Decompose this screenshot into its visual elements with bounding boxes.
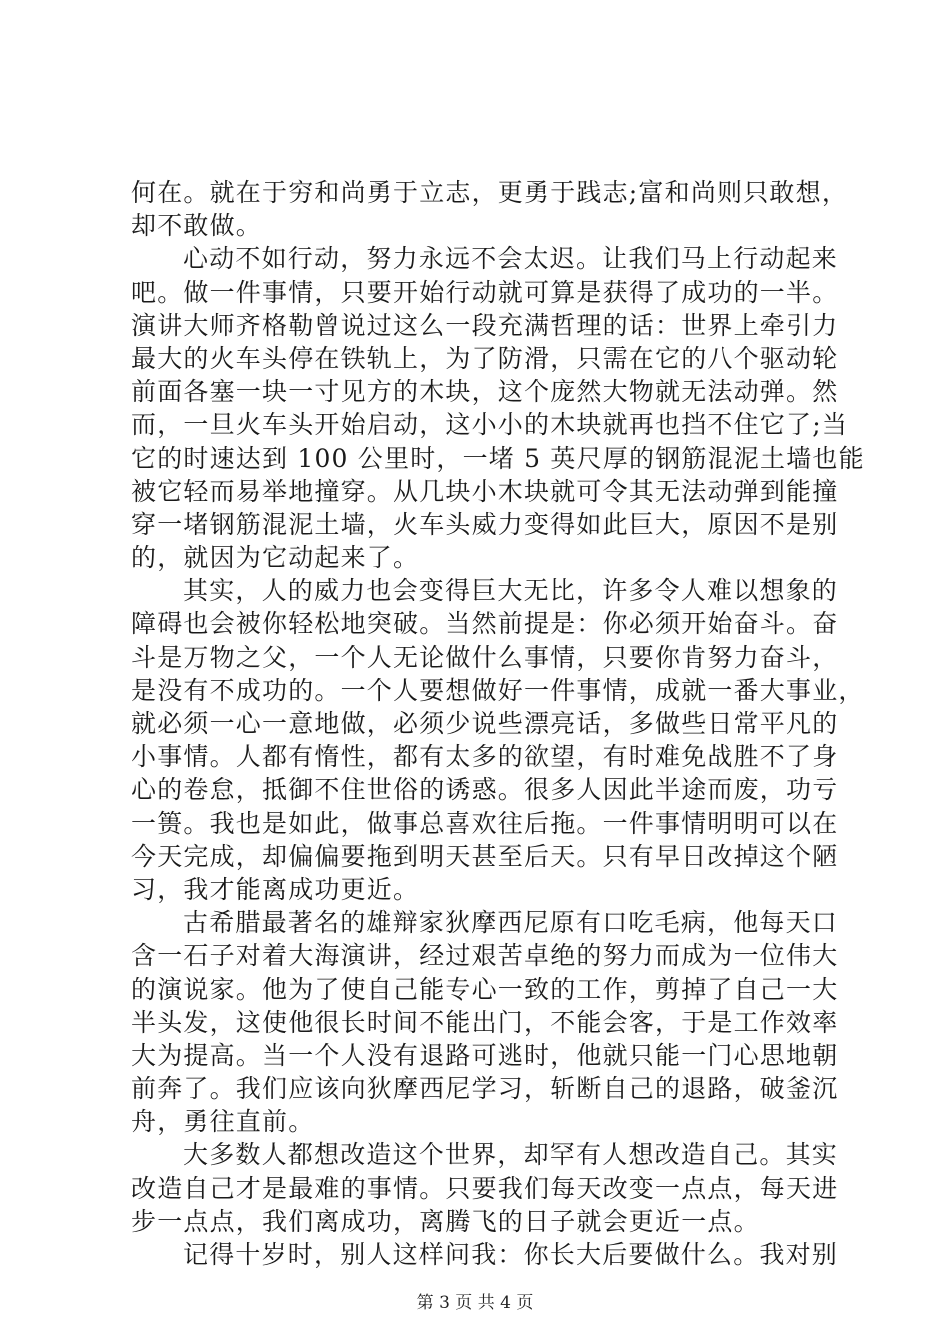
page-number: 第 3 页 共 4 页 — [416, 1293, 534, 1313]
text-line: 大为提高。当一个人没有退路可逃时，他就只能一门心思地朝 — [131, 1040, 839, 1070]
text-line: 演讲大师齐格勒曾说过这么一段充满哲理的话：世界上牵引力 — [131, 310, 839, 340]
text-line: 含一石子对着大海演讲，经过艰苦卓绝的努力而成为一位伟大 — [131, 941, 839, 971]
text-line: 被它轻而易举地撞穿。从几块小木块就可令其无法动弹到能撞 — [131, 476, 839, 506]
body-text — [131, 176, 865, 1271]
text-line: 何在。就在于穷和尚勇于立志，更勇于践志;富和尚则只敢想， — [131, 178, 849, 207]
text-line: 前奔了。我们应该向狄摩西尼学习，斩断自己的退路，破釜沉 — [131, 1074, 839, 1104]
text-line: 最大的火车头停在铁轨上，为了防滑，只需在它的八个驱动轮 — [131, 343, 839, 373]
text-line: 是没有不成功的。一个人要想做好一件事情，成就一番大事业， — [131, 675, 865, 705]
text-line: 而，一旦火车头开始启动，这小小的木块就再也挡不住它了;当 — [131, 410, 849, 440]
paragraph-start-line: 古希腊最著名的雄辩家狄摩西尼原有口吃毛病，他每天口 — [183, 908, 839, 938]
text-line: 一篑。我也是如此，做事总喜欢往后拖。一件事情明明可以在 — [131, 808, 839, 838]
text-line: 今天完成，却偏偏要拖到明天甚至后天。只有早日改掉这个陋 — [131, 841, 839, 871]
text-line: 的，就因为它动起来了。 — [131, 543, 420, 573]
text-line: 半头发，这使他很长时间不能出门，不能会客，于是工作效率 — [131, 1007, 839, 1037]
text-line: 障碍也会被你轻松地突破。当然前提是：你必须开始奋斗。奋 — [131, 609, 839, 639]
text-line: 的演说家。他为了使自己能专心一致的工作，剪掉了自己一大 — [131, 974, 839, 1004]
text-line: 改造自己才是最难的事情。只要我们每天改变一点点，每天进 — [131, 1173, 839, 1203]
text-line: 习，我才能离成功更近。 — [131, 874, 420, 904]
paragraph-start-line: 心动不如行动，努力永远不会太迟。让我们马上行动起来 — [183, 244, 839, 274]
text-line: 就必须一心一意地做，必须少说些漂亮话，多做些日常平凡的 — [131, 709, 839, 738]
text-line: 前面各塞一块一寸见方的木块，这个庞然大物就无法动弹。然 — [131, 377, 839, 407]
text-line: 它的时速达到 100 公里时，一堵 5 英尺厚的钢筋混泥土墙也能 — [131, 443, 865, 473]
text-line: 穿一堵钢筋混泥土墙，火车头威力变得如此巨大，原因不是别 — [131, 509, 839, 539]
text-line: 舟，勇往直前。 — [131, 1107, 315, 1137]
paragraph-start-line: 其实，人的威力也会变得巨大无比，许多令人难以想象的 — [183, 576, 839, 606]
page-footer — [0, 1292, 950, 1314]
text-line: 却不敢做。 — [131, 211, 263, 241]
paragraph-start-line: 记得十岁时，别人这样问我：你长大后要做什么。我对别 — [183, 1240, 839, 1269]
text-line: 斗是万物之父，一个人无论做什么事情，只要你肯努力奋斗， — [131, 642, 839, 672]
text-line: 心的卷怠，抵御不住世俗的诱惑。很多人因此半途而废，功亏 — [131, 775, 839, 805]
paragraph-start-line: 大多数人都想改造这个世界，却罕有人想改造自己。其实 — [183, 1140, 839, 1170]
text-line: 步一点点，我们离成功，离腾飞的日子就会更近一点。 — [131, 1206, 760, 1236]
text-line: 吧。做一件事情，只要开始行动就可算是获得了成功的一半。 — [131, 277, 839, 307]
text-line: 小事情。人都有惰性，都有太多的欲望，有时难免战胜不了身 — [131, 742, 839, 772]
